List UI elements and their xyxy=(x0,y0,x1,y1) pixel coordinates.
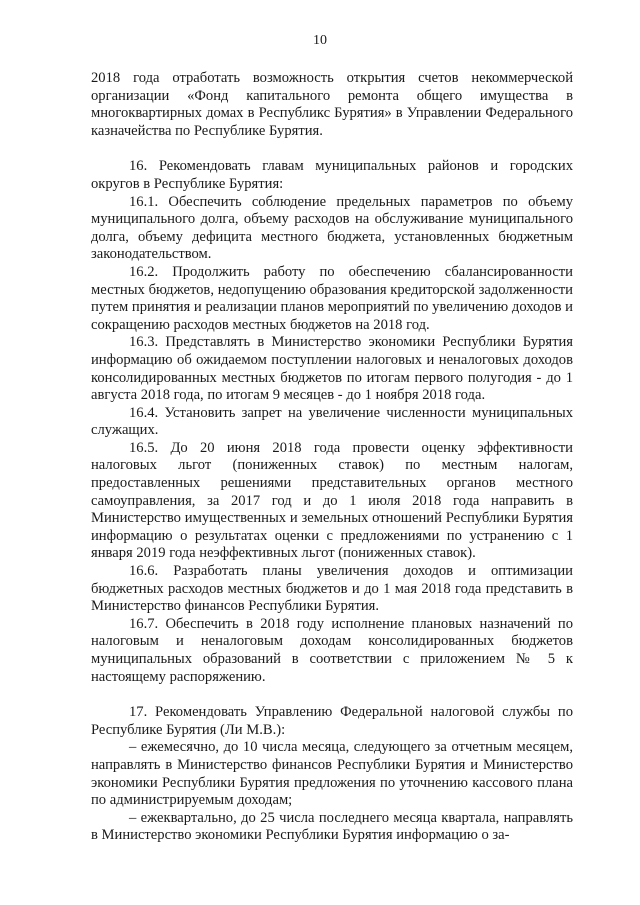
document-body xyxy=(91,70,573,845)
paragraph-item-17: 17. Рекомендовать Управлению Федеральной налоговой службы по Республике Бурятия (Ли М.В.): xyxy=(91,704,573,738)
paragraph-intro-continuation: 2018 года отработать возможность открытия счетов некоммерческой организации «Фонд капитального ремонта общего имущества в многоквартирных домах в Республикс Бурятия» в Управлении Федерального казначейства по Республике Бурятия. xyxy=(91,70,573,139)
paragraph-item-16-5: 16.5. До 20 июня 2018 года провести оценку эффективности налоговых льгот (пониженных ставок) по местным налогам, предоставленных решениями представительных органов местного самоуправления, за 2017 год и до 1 июля 2018 года направить в Министерство имущественных и земельных отношений Республики Бурятия информацию о результатах оценки с предложениями по устранению с 1 января 2019 года неэффективных льгот (пониженных ставок). xyxy=(91,439,573,562)
paragraph-item-16-7: 16.7. Обеспечить в 2018 году исполнение плановых назначений по налоговым и неналоговым доходам консолидированных бюджетов муниципальных образований в соответствии с приложением № 5 к настоящему распоряжению. xyxy=(91,615,573,685)
paragraph-item-17-quarterly: – ежеквартально, до 25 числа последнего месяца квартала, направлять в Министерство экономики Республики Бурятия информацию о за- xyxy=(91,809,573,844)
paragraph-item-16-6: 16.6. Разработать планы увеличения доходов и оптимизации бюджетных расходов местных бюджетов и до 1 мая 2018 года представить в Министерство финансов Республики Бурятия. xyxy=(91,563,573,615)
paragraph-gap xyxy=(91,140,573,158)
paragraph-item-16-1: 16.1. Обеспечить соблюдение предельных параметров по объему муниципального долга, объему расходов на обслуживание муниципального долга, объему дефицита местного бюджета, установленных бюджетным законодательством. xyxy=(91,193,573,263)
paragraph-item-16-2: 16.2. Продолжить работу по обеспечению сбалансированности местных бюджетов, недопущению образования кредиторской задолженности путем принятия и реализации планов мероприятий по увеличению доходов и сокращению расходов местных бюджетов на 2018 год. xyxy=(91,263,573,333)
page-number: 10 xyxy=(313,33,327,48)
paragraph-item-16: 16. Рекомендовать главам муниципальных районов и городских округов в Республике Бурятия: xyxy=(91,158,573,192)
paragraph-gap xyxy=(91,686,573,704)
paragraph-item-16-3: 16.3. Представлять в Министерство экономики Республики Бурятия информацию об ожидаемом поступлении налоговых и неналоговых доходов консолидированных местных бюджетов по итогам первого полугодия - до 1 августа 2018 года, по итогам 9 месяцев - до 1 ноября 2018 года. xyxy=(91,334,573,404)
paragraph-item-16-4: 16.4. Установить запрет на увеличение численности муниципальных служащих. xyxy=(91,404,573,439)
paragraph-item-17-monthly: – ежемесячно, до 10 числа месяца, следующего за отчетным месяцем, направлять в Министерство финансов Республики Бурятия и Министерство экономики Республики Бурятия предложения по уточнению кассового плана по администрируемым доходам; xyxy=(91,739,573,809)
